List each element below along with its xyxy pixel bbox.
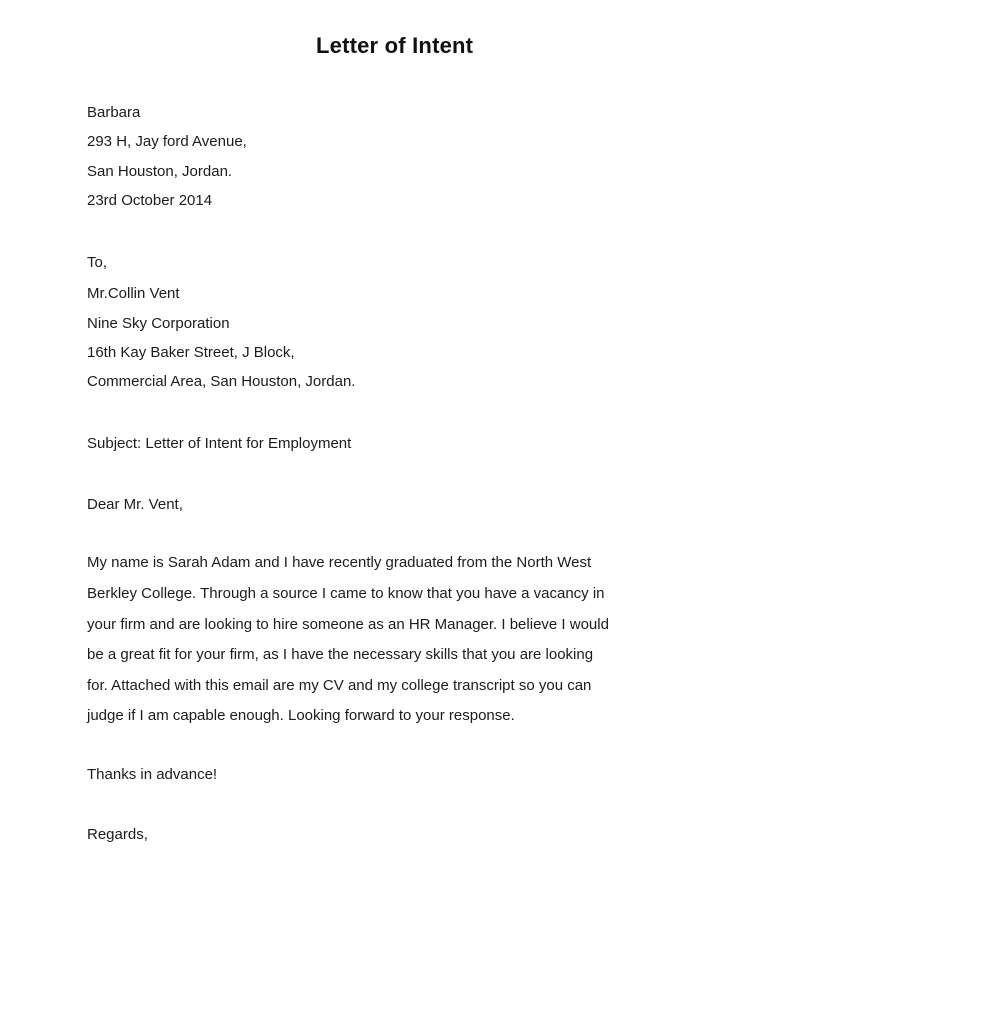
body-line: Berkley College. Through a source I came to know that you have a vacancy in xyxy=(87,585,605,602)
letter-subject: Subject: Letter of Intent for Employment xyxy=(87,435,352,452)
sender-address-line2: San Houston, Jordan. xyxy=(87,163,233,180)
sender-address-line1: 293 H, Jay ford Avenue, xyxy=(87,133,247,150)
body-line: your firm and are looking to hire someone as an HR Manager. I believe I would xyxy=(87,616,609,633)
body-line: be a great fit for your firm, as I have the necessary skills that you are looking xyxy=(87,646,594,663)
body-line: for. Attached with this email are my CV and my college transcript so you can xyxy=(87,677,592,694)
letter-greeting: Dear Mr. Vent, xyxy=(87,496,183,513)
letter-date: 23rd October 2014 xyxy=(87,192,213,209)
document-title: Letter of Intent xyxy=(316,33,474,58)
recipient-company: Nine Sky Corporation xyxy=(87,315,230,332)
recipient-name: Mr.Collin Vent xyxy=(87,285,180,302)
letter-thanks: Thanks in advance! xyxy=(87,766,218,783)
body-line: My name is Sarah Adam and I have recently graduated from the North West xyxy=(87,554,592,571)
body-line: judge if I am capable enough. Looking forward to your response. xyxy=(87,707,515,724)
recipient-address-line1: 16th Kay Baker Street, J Block, xyxy=(87,344,295,361)
letter-closing: Regards, xyxy=(87,826,148,843)
recipient-to: To, xyxy=(87,254,108,271)
recipient-address-line2: Commercial Area, San Houston, Jordan. xyxy=(87,373,356,390)
sender-name: Barbara xyxy=(87,104,141,121)
